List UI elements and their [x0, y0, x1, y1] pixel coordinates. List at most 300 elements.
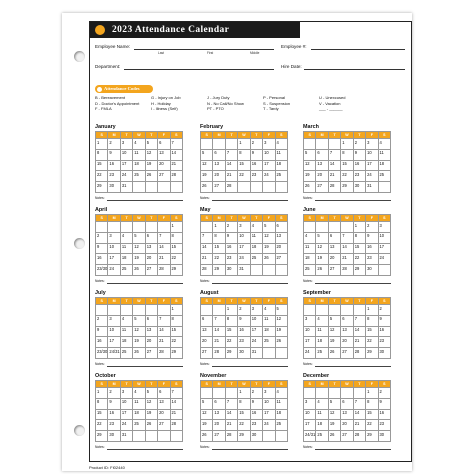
day-cell[interactable]: 16: [378, 409, 390, 420]
day-cell[interactable]: 4: [263, 305, 275, 316]
day-cell[interactable]: 12: [201, 409, 213, 420]
day-cell[interactable]: [250, 265, 262, 276]
day-cell[interactable]: 22: [366, 337, 378, 348]
day-cell[interactable]: 31: [250, 348, 262, 359]
day-cell[interactable]: 28: [225, 182, 237, 193]
notes-field[interactable]: [212, 200, 288, 201]
day-cell[interactable]: 25: [275, 420, 287, 431]
day-cell[interactable]: 8: [96, 398, 108, 409]
day-cell[interactable]: 10: [108, 243, 120, 254]
employee-name-field[interactable]: [134, 49, 274, 50]
day-cell[interactable]: 26: [328, 348, 340, 359]
day-cell[interactable]: [316, 222, 328, 233]
day-cell[interactable]: 12: [145, 149, 157, 160]
day-cell[interactable]: 19: [328, 337, 340, 348]
day-cell[interactable]: [341, 388, 353, 399]
day-cell[interactable]: 27: [158, 171, 170, 182]
day-cell[interactable]: 9: [366, 232, 378, 243]
day-cell[interactable]: 28: [170, 171, 182, 182]
day-cell[interactable]: 15: [96, 409, 108, 420]
day-cell[interactable]: 13: [275, 232, 287, 243]
day-cell[interactable]: 6: [145, 232, 157, 243]
day-cell[interactable]: 20: [275, 243, 287, 254]
day-cell[interactable]: 4: [275, 388, 287, 399]
day-cell[interactable]: 18: [316, 420, 328, 431]
day-cell[interactable]: 3: [366, 139, 378, 150]
day-cell[interactable]: 14: [341, 243, 353, 254]
day-cell[interactable]: [158, 182, 170, 193]
day-cell[interactable]: 7: [170, 388, 182, 399]
day-cell[interactable]: 19: [201, 420, 213, 431]
day-cell[interactable]: 4: [316, 398, 328, 409]
day-cell[interactable]: 17: [378, 243, 390, 254]
day-cell[interactable]: [353, 388, 365, 399]
day-cell[interactable]: [378, 182, 390, 193]
day-cell[interactable]: 19: [201, 171, 213, 182]
day-cell[interactable]: 22: [353, 254, 365, 265]
day-cell[interactable]: 23: [225, 254, 237, 265]
day-cell[interactable]: 26: [201, 431, 213, 442]
day-cell[interactable]: 25: [378, 171, 390, 182]
day-cell[interactable]: 18: [250, 243, 262, 254]
day-cell[interactable]: 17: [304, 420, 316, 431]
day-cell[interactable]: 20: [201, 337, 213, 348]
day-cell[interactable]: 29: [96, 182, 108, 193]
day-cell[interactable]: 5: [201, 398, 213, 409]
day-cell[interactable]: 21: [170, 409, 182, 420]
day-cell[interactable]: 7: [225, 149, 237, 160]
day-cell[interactable]: 29: [170, 348, 182, 359]
day-cell[interactable]: [275, 265, 287, 276]
day-cell[interactable]: 26: [304, 182, 316, 193]
day-cell[interactable]: 23/30: [96, 265, 108, 276]
day-cell[interactable]: 31: [238, 265, 250, 276]
day-cell[interactable]: [158, 431, 170, 442]
day-cell[interactable]: 19: [145, 409, 157, 420]
day-cell[interactable]: 6: [316, 149, 328, 160]
day-cell[interactable]: 22: [96, 171, 108, 182]
employee-number-field[interactable]: [311, 49, 405, 50]
day-cell[interactable]: [213, 139, 225, 150]
day-cell[interactable]: [145, 431, 157, 442]
day-cell[interactable]: 17: [263, 160, 275, 171]
day-cell[interactable]: 2: [225, 222, 237, 233]
day-cell[interactable]: 12: [275, 315, 287, 326]
day-cell[interactable]: 30: [378, 431, 390, 442]
day-cell[interactable]: 21: [353, 420, 365, 431]
day-cell[interactable]: 20: [145, 254, 157, 265]
day-cell[interactable]: 7: [353, 398, 365, 409]
day-cell[interactable]: 13: [341, 409, 353, 420]
day-cell[interactable]: 11: [378, 149, 390, 160]
day-cell[interactable]: 13: [328, 243, 340, 254]
day-cell[interactable]: 9: [353, 149, 365, 160]
day-cell[interactable]: 16: [108, 409, 120, 420]
day-cell[interactable]: [275, 182, 287, 193]
day-cell[interactable]: 3: [108, 232, 120, 243]
day-cell[interactable]: 14: [328, 160, 340, 171]
day-cell[interactable]: 21: [225, 171, 237, 182]
day-cell[interactable]: 9: [238, 315, 250, 326]
day-cell[interactable]: 27: [341, 431, 353, 442]
day-cell[interactable]: 9: [378, 398, 390, 409]
day-cell[interactable]: 13: [316, 160, 328, 171]
day-cell[interactable]: 17: [120, 160, 132, 171]
day-cell[interactable]: [133, 305, 145, 316]
day-cell[interactable]: 23: [250, 420, 262, 431]
day-cell[interactable]: 18: [275, 409, 287, 420]
day-cell[interactable]: 5: [316, 232, 328, 243]
day-cell[interactable]: 1: [366, 305, 378, 316]
day-cell[interactable]: 6: [145, 315, 157, 326]
day-cell[interactable]: 18: [263, 326, 275, 337]
day-cell[interactable]: [213, 388, 225, 399]
day-cell[interactable]: 8: [225, 315, 237, 326]
day-cell[interactable]: 22: [213, 254, 225, 265]
day-cell[interactable]: [341, 222, 353, 233]
day-cell[interactable]: 17: [366, 160, 378, 171]
day-cell[interactable]: 15: [238, 409, 250, 420]
day-cell[interactable]: 12: [328, 326, 340, 337]
day-cell[interactable]: 15: [238, 160, 250, 171]
day-cell[interactable]: 26: [133, 348, 145, 359]
day-cell[interactable]: 2: [250, 139, 262, 150]
day-cell[interactable]: 5: [145, 388, 157, 399]
day-cell[interactable]: 18: [275, 160, 287, 171]
day-cell[interactable]: 24: [108, 265, 120, 276]
day-cell[interactable]: [96, 305, 108, 316]
day-cell[interactable]: 28: [328, 182, 340, 193]
day-cell[interactable]: 11: [304, 243, 316, 254]
day-cell[interactable]: 31: [120, 431, 132, 442]
hire-date-field[interactable]: [304, 69, 405, 70]
day-cell[interactable]: 24: [120, 420, 132, 431]
day-cell[interactable]: [108, 305, 120, 316]
day-cell[interactable]: 20: [341, 337, 353, 348]
day-cell[interactable]: 3: [120, 388, 132, 399]
day-cell[interactable]: 9: [96, 243, 108, 254]
day-cell[interactable]: 11: [316, 326, 328, 337]
day-cell[interactable]: 14: [225, 409, 237, 420]
day-cell[interactable]: 17: [120, 409, 132, 420]
day-cell[interactable]: 22: [170, 254, 182, 265]
day-cell[interactable]: [316, 388, 328, 399]
day-cell[interactable]: 20: [213, 420, 225, 431]
day-cell[interactable]: 9: [250, 149, 262, 160]
day-cell[interactable]: 19: [328, 420, 340, 431]
day-cell[interactable]: 4: [250, 222, 262, 233]
day-cell[interactable]: 22: [341, 171, 353, 182]
day-cell[interactable]: 29: [366, 348, 378, 359]
day-cell[interactable]: [353, 305, 365, 316]
day-cell[interactable]: 20: [328, 254, 340, 265]
day-cell[interactable]: 29: [225, 348, 237, 359]
day-cell[interactable]: 27: [158, 420, 170, 431]
day-cell[interactable]: 25: [316, 348, 328, 359]
day-cell[interactable]: 11: [275, 398, 287, 409]
day-cell[interactable]: 26: [145, 171, 157, 182]
day-cell[interactable]: 1: [238, 139, 250, 150]
day-cell[interactable]: 10: [304, 409, 316, 420]
day-cell[interactable]: 16: [96, 337, 108, 348]
day-cell[interactable]: 29: [170, 265, 182, 276]
day-cell[interactable]: [170, 431, 182, 442]
day-cell[interactable]: 5: [201, 149, 213, 160]
day-cell[interactable]: 6: [341, 315, 353, 326]
day-cell[interactable]: 30: [250, 431, 262, 442]
day-cell[interactable]: 21: [213, 337, 225, 348]
day-cell[interactable]: 7: [328, 149, 340, 160]
day-cell[interactable]: 1: [353, 222, 365, 233]
day-cell[interactable]: 19: [304, 171, 316, 182]
day-cell[interactable]: 13: [213, 160, 225, 171]
day-cell[interactable]: 27: [213, 182, 225, 193]
day-cell[interactable]: 4: [133, 139, 145, 150]
day-cell[interactable]: [304, 388, 316, 399]
day-cell[interactable]: 8: [353, 232, 365, 243]
day-cell[interactable]: 2: [108, 139, 120, 150]
day-cell[interactable]: 12: [201, 160, 213, 171]
notes-field[interactable]: [107, 200, 183, 201]
day-cell[interactable]: 10: [304, 326, 316, 337]
day-cell[interactable]: 19: [275, 326, 287, 337]
day-cell[interactable]: 7: [225, 398, 237, 409]
day-cell[interactable]: 7: [353, 315, 365, 326]
day-cell[interactable]: 19: [133, 254, 145, 265]
day-cell[interactable]: 23: [250, 171, 262, 182]
day-cell[interactable]: 23: [378, 337, 390, 348]
day-cell[interactable]: 8: [170, 315, 182, 326]
day-cell[interactable]: 30: [108, 431, 120, 442]
day-cell[interactable]: 5: [328, 398, 340, 409]
day-cell[interactable]: 24: [263, 171, 275, 182]
day-cell[interactable]: 24: [263, 420, 275, 431]
day-cell[interactable]: 5: [328, 315, 340, 326]
day-cell[interactable]: [201, 388, 213, 399]
day-cell[interactable]: 29: [341, 182, 353, 193]
day-cell[interactable]: 5: [304, 149, 316, 160]
day-cell[interactable]: 26: [201, 182, 213, 193]
day-cell[interactable]: [341, 305, 353, 316]
day-cell[interactable]: 14: [158, 326, 170, 337]
day-cell[interactable]: [225, 388, 237, 399]
day-cell[interactable]: 4: [120, 315, 132, 326]
day-cell[interactable]: 16: [366, 243, 378, 254]
day-cell[interactable]: 25: [316, 431, 328, 442]
day-cell[interactable]: 6: [213, 398, 225, 409]
day-cell[interactable]: 30: [225, 265, 237, 276]
day-cell[interactable]: 3: [263, 139, 275, 150]
day-cell[interactable]: 5: [145, 139, 157, 150]
day-cell[interactable]: 24: [120, 171, 132, 182]
day-cell[interactable]: 20: [341, 420, 353, 431]
day-cell[interactable]: 1: [225, 305, 237, 316]
day-cell[interactable]: 25: [263, 337, 275, 348]
day-cell[interactable]: 11: [133, 149, 145, 160]
day-cell[interactable]: 1: [96, 139, 108, 150]
day-cell[interactable]: 10: [366, 149, 378, 160]
day-cell[interactable]: 26: [263, 254, 275, 265]
day-cell[interactable]: 20: [158, 160, 170, 171]
day-cell[interactable]: 7: [213, 315, 225, 326]
day-cell[interactable]: [120, 222, 132, 233]
day-cell[interactable]: 11: [275, 149, 287, 160]
day-cell[interactable]: 9: [108, 398, 120, 409]
day-cell[interactable]: 18: [120, 337, 132, 348]
day-cell[interactable]: 15: [353, 243, 365, 254]
day-cell[interactable]: 1: [366, 388, 378, 399]
day-cell[interactable]: 15: [366, 409, 378, 420]
day-cell[interactable]: 25: [133, 171, 145, 182]
day-cell[interactable]: 12: [133, 326, 145, 337]
day-cell[interactable]: 18: [378, 160, 390, 171]
day-cell[interactable]: 10: [120, 149, 132, 160]
day-cell[interactable]: 6: [213, 149, 225, 160]
day-cell[interactable]: [250, 182, 262, 193]
day-cell[interactable]: 3: [304, 315, 316, 326]
day-cell[interactable]: 30: [366, 265, 378, 276]
day-cell[interactable]: 1: [96, 388, 108, 399]
day-cell[interactable]: 21: [170, 160, 182, 171]
day-cell[interactable]: [158, 222, 170, 233]
day-cell[interactable]: 8: [366, 398, 378, 409]
day-cell[interactable]: [133, 182, 145, 193]
day-cell[interactable]: [263, 348, 275, 359]
notes-field[interactable]: [107, 449, 183, 450]
day-cell[interactable]: 13: [158, 149, 170, 160]
day-cell[interactable]: 13: [201, 326, 213, 337]
day-cell[interactable]: 4: [275, 139, 287, 150]
day-cell[interactable]: 4: [316, 315, 328, 326]
day-cell[interactable]: 30: [353, 182, 365, 193]
day-cell[interactable]: 3: [108, 315, 120, 326]
day-cell[interactable]: 11: [133, 398, 145, 409]
day-cell[interactable]: 20: [316, 171, 328, 182]
day-cell[interactable]: [96, 222, 108, 233]
day-cell[interactable]: 8: [238, 149, 250, 160]
day-cell[interactable]: 25: [275, 171, 287, 182]
day-cell[interactable]: 6: [158, 388, 170, 399]
day-cell[interactable]: 20: [145, 337, 157, 348]
day-cell[interactable]: 15: [213, 243, 225, 254]
day-cell[interactable]: 28: [158, 265, 170, 276]
day-cell[interactable]: 22: [366, 420, 378, 431]
day-cell[interactable]: 28: [201, 265, 213, 276]
day-cell[interactable]: 14: [201, 243, 213, 254]
day-cell[interactable]: [213, 305, 225, 316]
day-cell[interactable]: 1: [170, 305, 182, 316]
day-cell[interactable]: 21: [328, 171, 340, 182]
day-cell[interactable]: 28: [158, 348, 170, 359]
day-cell[interactable]: 27: [201, 348, 213, 359]
day-cell[interactable]: 6: [275, 222, 287, 233]
day-cell[interactable]: 11: [316, 409, 328, 420]
day-cell[interactable]: 14: [213, 326, 225, 337]
day-cell[interactable]: 1: [238, 388, 250, 399]
day-cell[interactable]: 10: [378, 232, 390, 243]
day-cell[interactable]: [263, 265, 275, 276]
day-cell[interactable]: 10: [108, 326, 120, 337]
notes-field[interactable]: [107, 283, 183, 284]
day-cell[interactable]: 27: [145, 348, 157, 359]
day-cell[interactable]: 3: [250, 305, 262, 316]
day-cell[interactable]: 11: [120, 243, 132, 254]
day-cell[interactable]: 19: [316, 254, 328, 265]
day-cell[interactable]: [328, 305, 340, 316]
day-cell[interactable]: 23: [108, 171, 120, 182]
day-cell[interactable]: 17: [108, 337, 120, 348]
day-cell[interactable]: 24: [304, 348, 316, 359]
day-cell[interactable]: 5: [133, 232, 145, 243]
day-cell[interactable]: 2: [96, 315, 108, 326]
day-cell[interactable]: [108, 222, 120, 233]
day-cell[interactable]: 18: [120, 254, 132, 265]
day-cell[interactable]: 26: [275, 337, 287, 348]
day-cell[interactable]: 12: [263, 232, 275, 243]
day-cell[interactable]: 16: [225, 243, 237, 254]
day-cell[interactable]: [378, 265, 390, 276]
day-cell[interactable]: 1: [170, 222, 182, 233]
day-cell[interactable]: [225, 139, 237, 150]
day-cell[interactable]: [263, 182, 275, 193]
day-cell[interactable]: 21: [158, 254, 170, 265]
day-cell[interactable]: 4: [304, 232, 316, 243]
day-cell[interactable]: 25: [304, 265, 316, 276]
day-cell[interactable]: 27: [316, 182, 328, 193]
day-cell[interactable]: 13: [145, 243, 157, 254]
department-field[interactable]: [124, 69, 274, 70]
day-cell[interactable]: 4: [120, 232, 132, 243]
day-cell[interactable]: 17: [250, 326, 262, 337]
day-cell[interactable]: 3: [304, 398, 316, 409]
day-cell[interactable]: 29: [353, 265, 365, 276]
day-cell[interactable]: 16: [250, 160, 262, 171]
day-cell[interactable]: 16: [108, 160, 120, 171]
day-cell[interactable]: [328, 139, 340, 150]
notes-field[interactable]: [212, 449, 288, 450]
day-cell[interactable]: 15: [366, 326, 378, 337]
day-cell[interactable]: 11: [120, 326, 132, 337]
day-cell[interactable]: 8: [213, 232, 225, 243]
day-cell[interactable]: 21: [341, 254, 353, 265]
day-cell[interactable]: 6: [328, 232, 340, 243]
day-cell[interactable]: 12: [316, 243, 328, 254]
day-cell[interactable]: [238, 182, 250, 193]
day-cell[interactable]: 27: [145, 265, 157, 276]
day-cell[interactable]: 12: [145, 398, 157, 409]
day-cell[interactable]: 25: [133, 420, 145, 431]
day-cell[interactable]: 19: [133, 337, 145, 348]
notes-field[interactable]: [315, 283, 391, 284]
day-cell[interactable]: 7: [341, 232, 353, 243]
day-cell[interactable]: 27: [328, 265, 340, 276]
day-cell[interactable]: [145, 305, 157, 316]
notes-field[interactable]: [107, 366, 183, 367]
day-cell[interactable]: 6: [341, 398, 353, 409]
day-cell[interactable]: 24: [378, 254, 390, 265]
day-cell[interactable]: 16: [238, 326, 250, 337]
day-cell[interactable]: 9: [378, 315, 390, 326]
day-cell[interactable]: 29: [213, 265, 225, 276]
day-cell[interactable]: 14: [353, 409, 365, 420]
day-cell[interactable]: [133, 431, 145, 442]
day-cell[interactable]: 29: [238, 431, 250, 442]
day-cell[interactable]: 8: [238, 398, 250, 409]
day-cell[interactable]: 10: [263, 398, 275, 409]
day-cell[interactable]: 8: [96, 149, 108, 160]
day-cell[interactable]: 5: [275, 305, 287, 316]
day-cell[interactable]: 13: [341, 326, 353, 337]
